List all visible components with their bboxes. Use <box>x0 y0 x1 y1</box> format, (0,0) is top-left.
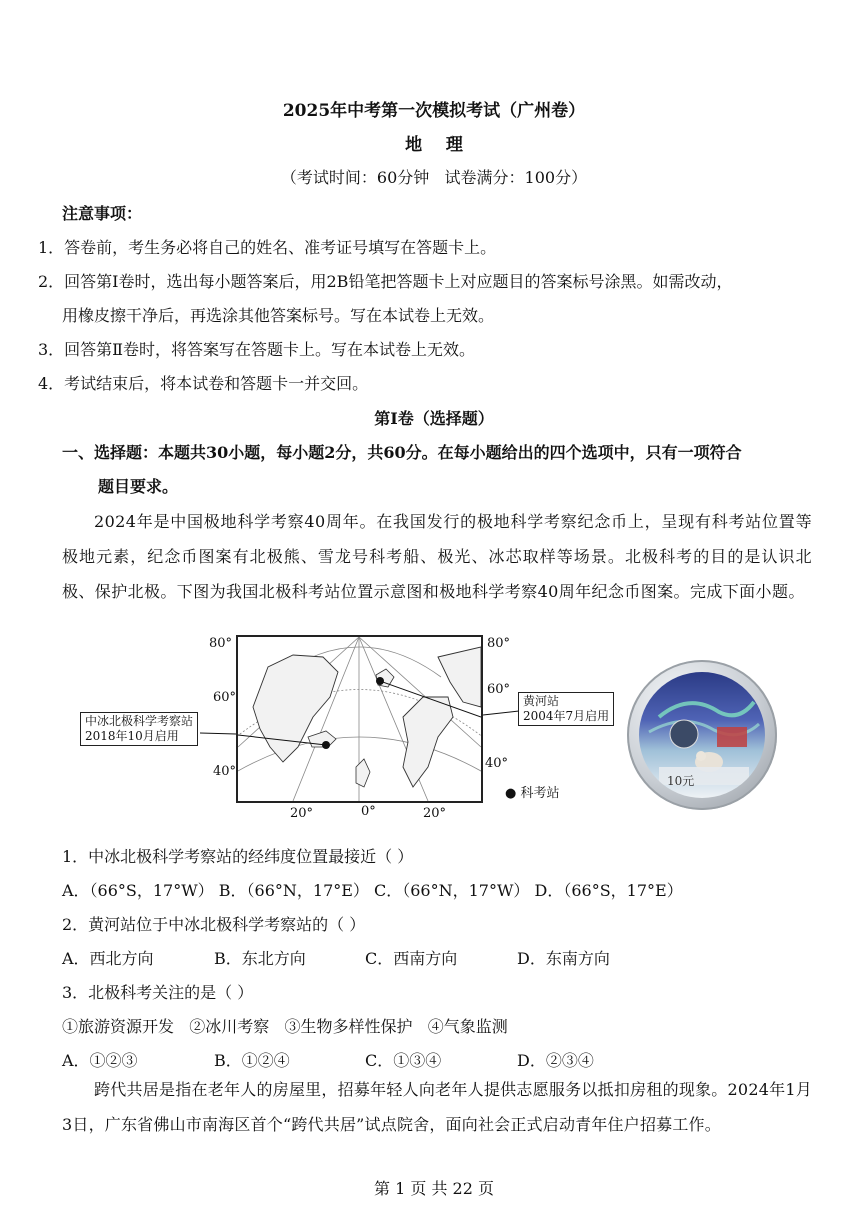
leader-lines-outer <box>200 700 520 750</box>
lon-label-e20: 20° <box>423 806 447 821</box>
passage-1: 2024年是中国极地科学考察40周年。在我国发行的极地科学考察纪念币上，呈现有科考站位置等极地元素，纪念币图案有北极熊、雪龙号科考船、极光、冰芯取样等场景。北极科考的目的是认识北极、保护北极。下图为我国北极科考站位置示意图和极地科学考察40周年纪念币图案。完成下面小题。 <box>62 512 812 601</box>
huanghe-station-name: 黄河站 <box>523 694 560 708</box>
notice-item-4: 4．考试结束后，将本试卷和答题卡一并交回。 <box>38 374 369 393</box>
notice-item-2: 2．回答第Ⅰ卷时，选出每小题答案后，用2B铅笔把答题卡上对应题目的答案标号涂黑。如需改动， <box>38 272 733 291</box>
exam-info: （考试时间：60分钟 试卷满分：100分） <box>280 168 588 187</box>
question-3-option-d: D．②③④ <box>517 1051 594 1070</box>
ciaro-station-date: 2018年10月启用 <box>85 729 179 743</box>
huanghe-station-date: 2004年7月启用 <box>523 709 610 723</box>
passage-2: 跨代共居是指在老年人的房屋里，招募年轻人向老年人提供志愿服务以抵扣房租的现象。2024年1月3日，广东省佛山市南海区首个“跨代共居”试点院舍，面向社会正式启动青年住户招募工作。 <box>62 1080 812 1134</box>
map-legend: ● 科考站 <box>505 786 560 801</box>
ciaro-station-callout <box>80 712 198 746</box>
lat-label-right-60: 60° <box>487 682 511 697</box>
question-3-choices: ①旅游资源开发 ②冰川考察 ③生物多样性保护 ④气象监测 <box>62 1017 508 1036</box>
uk-landmass <box>356 759 370 787</box>
question-2-option-a: A．西北方向 <box>62 949 154 968</box>
section-instruction-cont: 题目要求。 <box>98 477 179 496</box>
lon-label-0: 0° <box>361 804 376 819</box>
lat-label-left-60: 60° <box>213 690 237 705</box>
question-3-stem: 3．北极科考关注的是（ ） <box>62 983 254 1002</box>
aurora-shape <box>659 702 754 717</box>
question-3-option-c: C．①③④ <box>365 1051 442 1070</box>
lat-label-right-40: 40° <box>485 756 509 771</box>
ciaro-station-name: 中冰北极科学考察站 <box>85 714 194 728</box>
lon-label-w20: 20° <box>290 806 314 821</box>
lat-label-right-80: 80° <box>487 636 511 651</box>
exam-title: 2025年中考第一次模拟考试（广州卷） <box>282 101 586 121</box>
question-2-option-d: D．东南方向 <box>517 949 610 968</box>
huanghe-station-callout <box>518 692 614 726</box>
page-footer: 第 1 页 共 22 页 <box>374 1179 494 1198</box>
section-title: 第Ⅰ卷（选择题） <box>374 409 494 428</box>
question-3-option-a: A．①②③ <box>62 1051 138 1070</box>
question-2-stem: 2．黄河站位于中冰北极科学考察站的（ ） <box>62 915 366 934</box>
section-instruction: 一、选择题：本题共30小题，每小题2分，共60分。在每小题给出的四个选项中，只有一项符合 <box>62 443 742 462</box>
question-2-option-c: C．西南方向 <box>365 949 458 968</box>
question-1-stem: 1．中冰北极科学考察站的经纬度位置最接近（ ） <box>62 847 414 866</box>
lat-label-left-40: 40° <box>213 764 237 779</box>
question-3-option-b: B．①②④ <box>214 1051 290 1070</box>
notice-item-2-cont: 用橡皮擦干净后，再选涂其他答案标号。写在本试卷上无效。 <box>62 306 495 325</box>
notice-item-3: 3．回答第Ⅱ卷时，将答案写在答题卡上。写在本试卷上无效。 <box>38 340 476 359</box>
notice-heading: 注意事项： <box>62 204 143 223</box>
coin-design <box>639 672 765 798</box>
coin-scene <box>639 672 765 798</box>
question-1-options: A．（66°S，17°W） B．（66°N，17°E） C．（66°N，17°W） D．（66°S，17°E） <box>62 881 683 900</box>
ship-shape <box>717 727 747 747</box>
globe-shape <box>670 720 698 748</box>
subject-title: 地 理 <box>405 135 463 155</box>
lat-label-left-80: 80° <box>209 636 233 651</box>
notice-item-1: 1．答卷前，考生务必将自己的姓名、准考证号填写在答题卡上。 <box>38 238 497 257</box>
question-2-option-b: B．东北方向 <box>214 949 306 968</box>
coin-value: 10元 <box>667 774 695 788</box>
commemorative-coin-image <box>627 660 777 810</box>
